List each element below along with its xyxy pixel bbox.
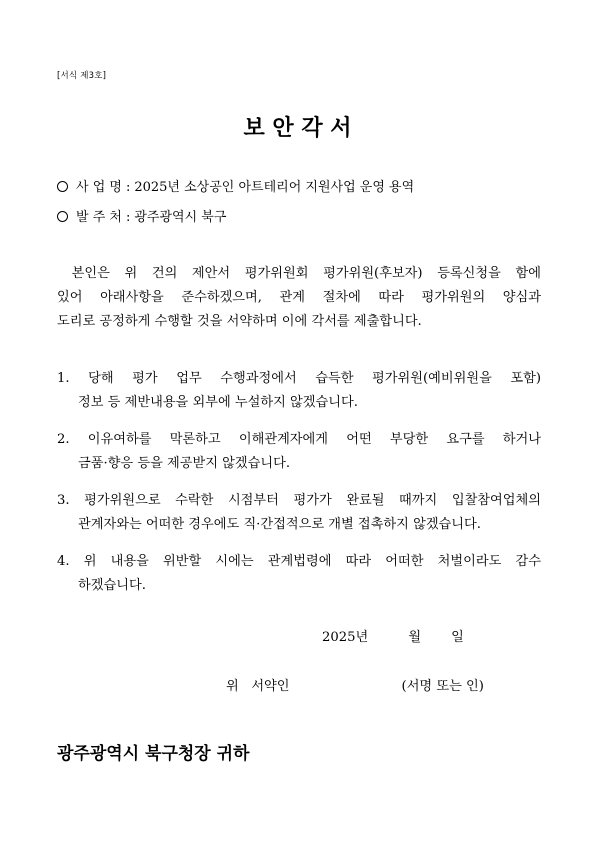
pledge-item <box>57 489 541 537</box>
pledge-line: 하겠습니다. <box>78 578 146 593</box>
pledge-item <box>57 428 541 476</box>
date-day: 일 <box>451 630 464 645</box>
document-title: 보 안 각 서 <box>243 116 352 141</box>
pledge-line: 2. 이유여하를 막론하고 이해관계자에게 어떤 부당한 요구를 하거나 <box>57 432 541 447</box>
pledge-line: 3. 평가위원으로 수락한 시점부터 평가가 완료될 때까지 입찰참여업체의 <box>57 493 541 508</box>
pledge-line: 관계자와는 어떠한 경우에도 직·간접적으로 개별 접촉하지 않겠습니다. <box>78 517 481 532</box>
addressee: 광주광역시 북구청장 귀하 <box>57 744 250 764</box>
intro-paragraph <box>57 262 541 334</box>
info-row-project <box>57 176 414 195</box>
info-label: 발 주 처 <box>76 210 122 225</box>
intro-line: 도리로 공정하게 수행할 것을 서약하며 이에 각서를 제출합니다. <box>57 314 422 329</box>
intro-line: 본인은 위 건의 제안서 평가위원회 평가위원(후보자) 등록신청을 함에 <box>57 266 541 281</box>
pledge-line: 정보 등 제반내용을 외부에 누설하지 않겠습니다. <box>78 395 358 410</box>
signature-line <box>226 675 484 694</box>
pledge-list <box>57 367 541 611</box>
pledge-item <box>57 367 541 415</box>
pledge-line: 4. 위 내용을 위반할 시에는 관계법령에 따라 어떠한 처벌이라도 감수 <box>57 554 541 569</box>
info-row-client <box>57 206 226 225</box>
pledge-line: 금품·향응 등을 제공받지 않겠습니다. <box>78 456 291 471</box>
date-line <box>322 626 464 645</box>
pledge-item <box>57 550 541 598</box>
form-number: [서식 제3호] <box>57 71 107 81</box>
info-value: 광주광역시 북구 <box>134 210 227 225</box>
pledge-line: 1. 당해 평가 업무 수행과정에서 습득한 평가위원(예비위원을 포함) <box>57 371 541 386</box>
intro-line: 있어 아래사항을 준수하겠으며, 관계 절차에 따라 평가위원의 양심과 <box>57 290 541 305</box>
circle-bullet-icon <box>57 211 68 222</box>
info-separator: : <box>125 180 131 195</box>
date-month: 월 <box>408 630 422 645</box>
circle-bullet-icon <box>57 181 68 192</box>
signature-placeholder: (서명 또는 인) <box>401 679 484 694</box>
info-label: 사 업 명 <box>76 180 122 195</box>
info-value: 2025년 소상공인 아트테리어 지원사업 운영 용역 <box>134 180 415 195</box>
signer-label: 위 서약인 <box>226 679 290 694</box>
date-year: 2025년 <box>322 630 369 645</box>
info-separator: : <box>125 210 131 225</box>
